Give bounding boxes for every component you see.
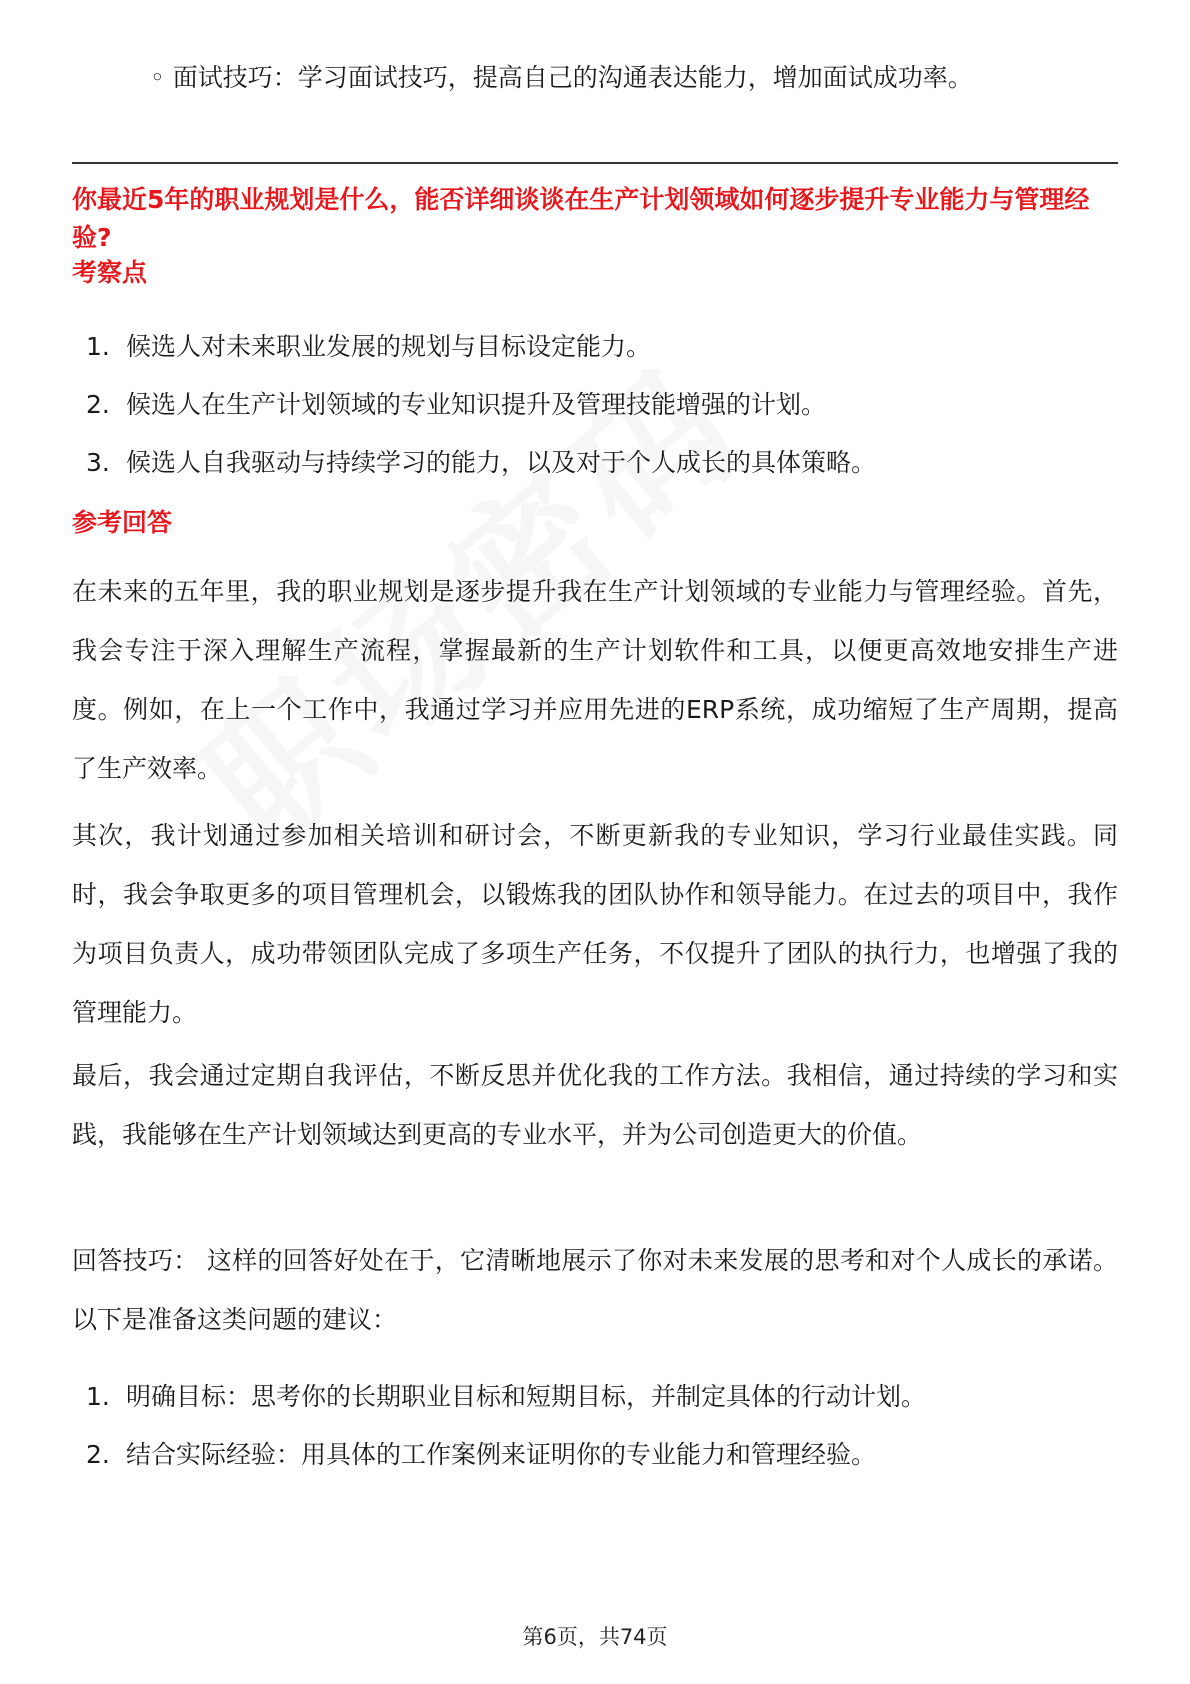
exam-points-title: 考察点 bbox=[72, 258, 148, 287]
page-number-footer: 第6页，共74页 bbox=[522, 1625, 668, 1649]
answer-tips-paragraph: 回答技巧： 这样的回答好处在于，它清晰地展示了你对未来发展的思考和对个人成长的承诺。以下是准备这类问题的建议： bbox=[72, 1246, 1118, 1334]
answer-paragraph-3: 最后，我会通过定期自我评估，不断反思并优化我的工作方法。我相信，通过持续的学习和实践，我能够在生产计划领域达到更高的专业水平，并为公司创造更大的价值。 bbox=[72, 1061, 1118, 1149]
answer-paragraph-2: 其次，我计划通过参加相关培训和研讨会，不断更新我的专业知识，学习行业最佳实践。同时，我会争取更多的项目管理机会，以锻炼我的团队协作和领导能力。在过去的项目中，我作为项目负责人，成功带领团队完成了多项生产任务，不仅提升了团队的执行力，也增强了我的管理能力。 bbox=[72, 821, 1118, 1027]
list-item: 1. 明确目标：思考你的长期职业目标和短期目标，并制定具体的行动计划。 bbox=[86, 1382, 927, 1411]
bullet-marker: ◦ bbox=[150, 63, 165, 92]
question-heading: 你最近5年的职业规划是什么，能否详细谈谈在生产计划领域如何逐步提升专业能力与管理经验? bbox=[72, 185, 1090, 252]
reference-answer-title: 参考回答 bbox=[72, 508, 173, 537]
list-item: 2. 候选人在生产计划领域的专业知识提升及管理技能增强的计划。 bbox=[86, 390, 827, 419]
list-item: 2. 结合实际经验：用具体的工作案例来证明你的专业能力和管理经验。 bbox=[86, 1440, 877, 1469]
list-item: 1. 候选人对未来职业发展的规划与目标设定能力。 bbox=[86, 332, 652, 361]
top-bullet-item bbox=[150, 58, 973, 98]
list-item: 3. 候选人自我驱动与持续学习的能力，以及对于个人成长的具体策略。 bbox=[86, 448, 877, 477]
exam-points-list bbox=[86, 327, 1116, 501]
section-divider bbox=[72, 162, 1118, 164]
tips-list bbox=[86, 1377, 1116, 1493]
answer-paragraph-1: 在未来的五年里，我的职业规划是逐步提升我在生产计划领域的专业能力与管理经验。首先，我会专注于深入理解生产流程，掌握最新的生产计划软件和工具，以便更高效地安排生产进度。例如，在上一个工作中，我通过学习并应用先进的ERP系统，成功缩短了生产周期，提高了生产效率。 bbox=[72, 577, 1118, 783]
bullet-text: 面试技巧：学习面试技巧，提高自己的沟通表达能力，增加面试成功率。 bbox=[172, 63, 973, 92]
